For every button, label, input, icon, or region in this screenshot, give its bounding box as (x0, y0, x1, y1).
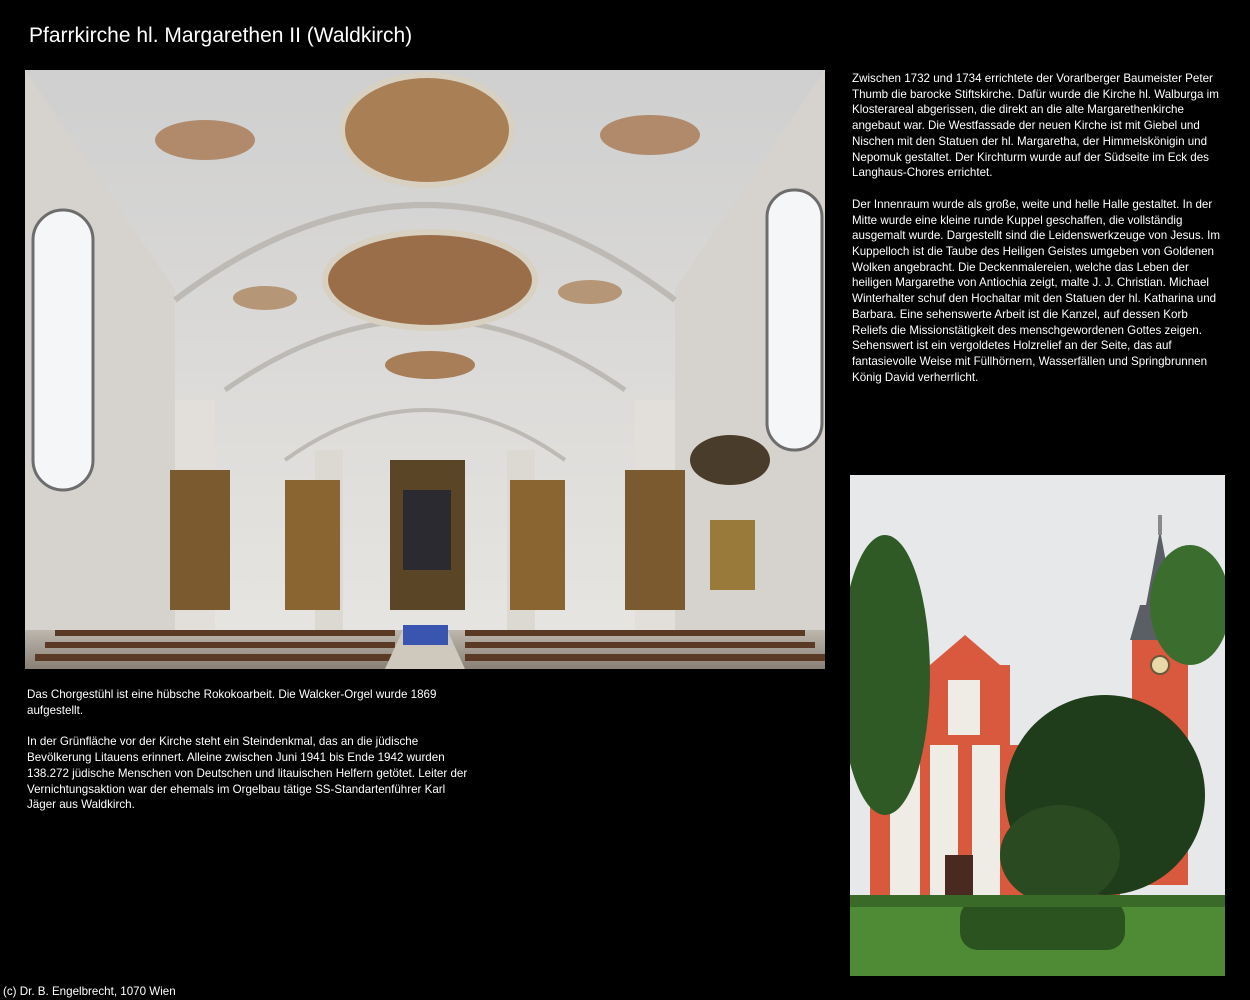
church-interior-image (25, 70, 825, 669)
description-bottom (27, 687, 477, 829)
copyright-footer: (c) Dr. B. Engelbrecht, 1070 Wien (3, 985, 176, 998)
church-interior-photo (25, 70, 825, 669)
bottom-paragraph-2: In der Grünfläche vor der Kirche steht ein Steindenkmal, das an die jüdische Bevölkerung Litauens erinnert. Alleine zwischen Juni 1941 bis Ende 1942 wurden 138.272 jüdische Menschen von Deutschen und litauischen Helfern getötet. Leiter der Vernichtungsaktion war der ehemals im Orgelbau tätige SS-Standartenführer Karl Jäger aus Waldkirch. (27, 735, 468, 812)
right-paragraph-2: Der Innenraum wurde als große, weite und helle Halle gestaltet. In der Mitte wurde eine kleine runde Kuppel geschaffen, die vollständig ausgemalt wurde. Dargestellt sind die Leidenswerkzeuge von Jesus. Im Kuppelloch ist die Taube des Heiligen Geistes umgeben von Goldenen Wolken angebracht. Die Deckenmalereien, welche das Leben der heiligen Margarethe von Antiochia zeigt, malte J. J. Christian. Michael Winterhalter schuf den Hochaltar mit den Statuen der hl. Katharina und Barbara. Eine sehenswerte Arbeit ist die Kanzel, auf dessen Korb Reliefs die Missionstätigkeit des menschgewordenen Gottes zeigen. Sehenswert ist ein vergoldetes Holzrelief an der Seite, das auf fantasievolle Weise mit Füllhörnern, Wasserfällen und Springbrunnen König David verherrlicht. (852, 197, 1220, 384)
right-paragraph-1: Zwischen 1732 und 1734 errichtete der Vorarlberger Baumeister Peter Thumb die barocke Stiftskirche. Dafür wurde die Kirche hl. Walburga im Klosterareal abgerissen, die direkt an die alte Margarethenkirche angebaut war. Die Westfassade der neuen Kirche ist mit Giebel und Nischen mit den Statuen der hl. Margaretha, der Himmelskönigin und Nepomuk gestaltet. Der Kirchturm wurde auf der Südseite im Eck des Langhaus-Chores errichtet. (852, 72, 1219, 180)
bottom-paragraph-1: Das Chorgestühl ist eine hübsche Rokokoarbeit. Die Walcker-Orgel wurde 1869 aufgestellt. (27, 688, 437, 717)
page-title: Pfarrkirche hl. Margarethen II (Waldkirch) (29, 24, 413, 47)
description-right (852, 71, 1222, 401)
church-exterior-photo (850, 475, 1225, 976)
church-exterior-image (850, 475, 1225, 976)
